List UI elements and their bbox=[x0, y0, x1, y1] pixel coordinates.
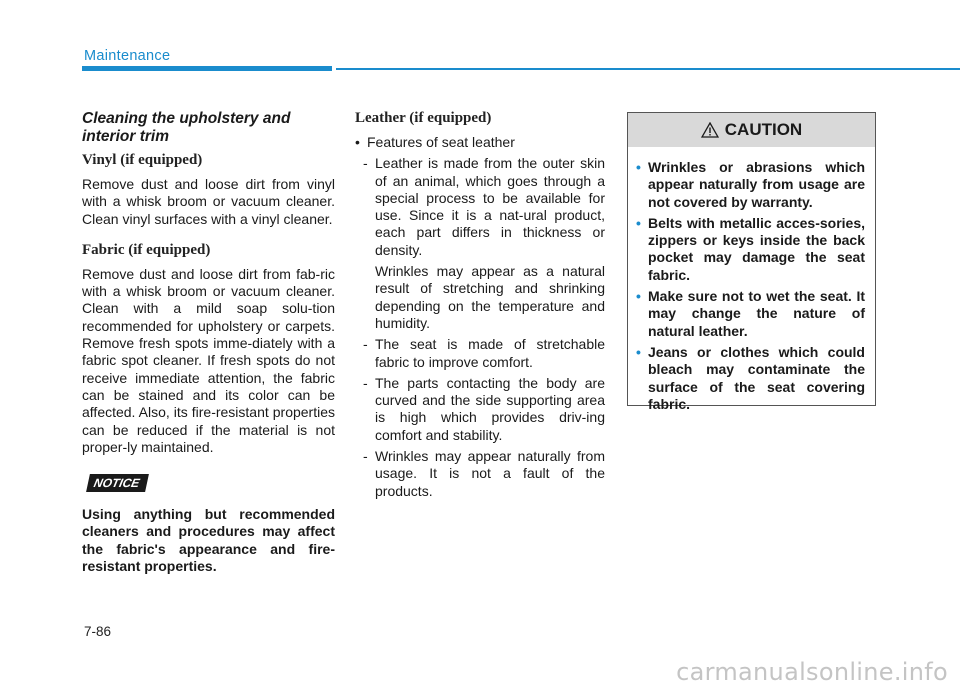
leather-item: - Wrinkles may appear naturally from usage. It is not a fault of the products. bbox=[363, 448, 605, 499]
vinyl-title: Vinyl (if equipped) bbox=[82, 152, 203, 168]
page-number: 7-86 bbox=[84, 624, 112, 639]
watermark: carmanualsonline.info bbox=[676, 658, 948, 686]
fabric-title: Fabric (if equipped) bbox=[82, 241, 211, 258]
caution-header bbox=[628, 113, 875, 147]
caution-item: • Make sure not to wet the seat. It may change the nature of natural leather. bbox=[636, 288, 865, 339]
leather-item-continued: Wrinkles may appear as a natural result of stretching and shrinking depending on the temperature and humidity. bbox=[375, 263, 605, 331]
header-rule-thin bbox=[336, 68, 960, 70]
leather-bullet: • Features of seat leather bbox=[355, 134, 605, 151]
middle-column bbox=[355, 110, 605, 504]
caution-item: • Jeans or clothes which could bleach may contaminate the surface of the seat covering fabric. bbox=[636, 343, 865, 412]
left-column bbox=[82, 110, 335, 575]
notice-badge: NOTICE bbox=[86, 474, 149, 492]
vinyl-text: Remove dust and loose dirt from vinyl with a whisk broom or vacuum cleaner. Clean vinyl surfaces with a vinyl cleaner. bbox=[82, 176, 335, 227]
upholstery-heading: Cleaning the upholstery and interior trim bbox=[82, 110, 291, 145]
leather-title: Leather (if equipped) bbox=[355, 110, 492, 126]
section-title: Maintenance bbox=[84, 48, 171, 64]
notice-text: Using anything but recommended cleaners and procedures may affect the fabric's appearance and fire-resistant properties. bbox=[82, 506, 335, 575]
caution-title: CAUTION bbox=[724, 120, 803, 139]
caution-item: • Belts with metallic acces-sories, zippers or keys inside the back pocket may damage the seat fabric. bbox=[636, 214, 865, 283]
caution-box bbox=[627, 112, 876, 412]
header-rule-thick bbox=[82, 66, 332, 71]
leather-item: - Leather is made from the outer skin of an animal, which goes through a special process to be available for use. Since it is a nat-ural product, each part differs in thickness or density. bbox=[363, 155, 605, 258]
leather-item: - The seat is made of stretchable fabric to improve comfort. bbox=[363, 336, 605, 370]
warning-triangle-icon bbox=[701, 122, 719, 138]
caution-body bbox=[628, 147, 875, 413]
caution-item: • Wrinkles or abrasions which appear naturally from usage are not covered by warranty. bbox=[636, 159, 865, 210]
leather-item: - The parts contacting the body are curved and the side supporting area is high which provides driv-ing comfort and stability. bbox=[363, 374, 605, 443]
fabric-text: Remove dust and loose dirt from fab-ric with a whisk broom or vacuum cleaner. Clean with a mild soap solu-tion recommended for upholstery or carpets. Remove fresh spots imme-diately with a fabric spot cleaner. If fresh spots do not receive immediate attention, the fabric can be stained and its color can be affected. Also, its fire-resistant properties can be reduced if the material is not proper-ly maintained. bbox=[82, 265, 335, 455]
